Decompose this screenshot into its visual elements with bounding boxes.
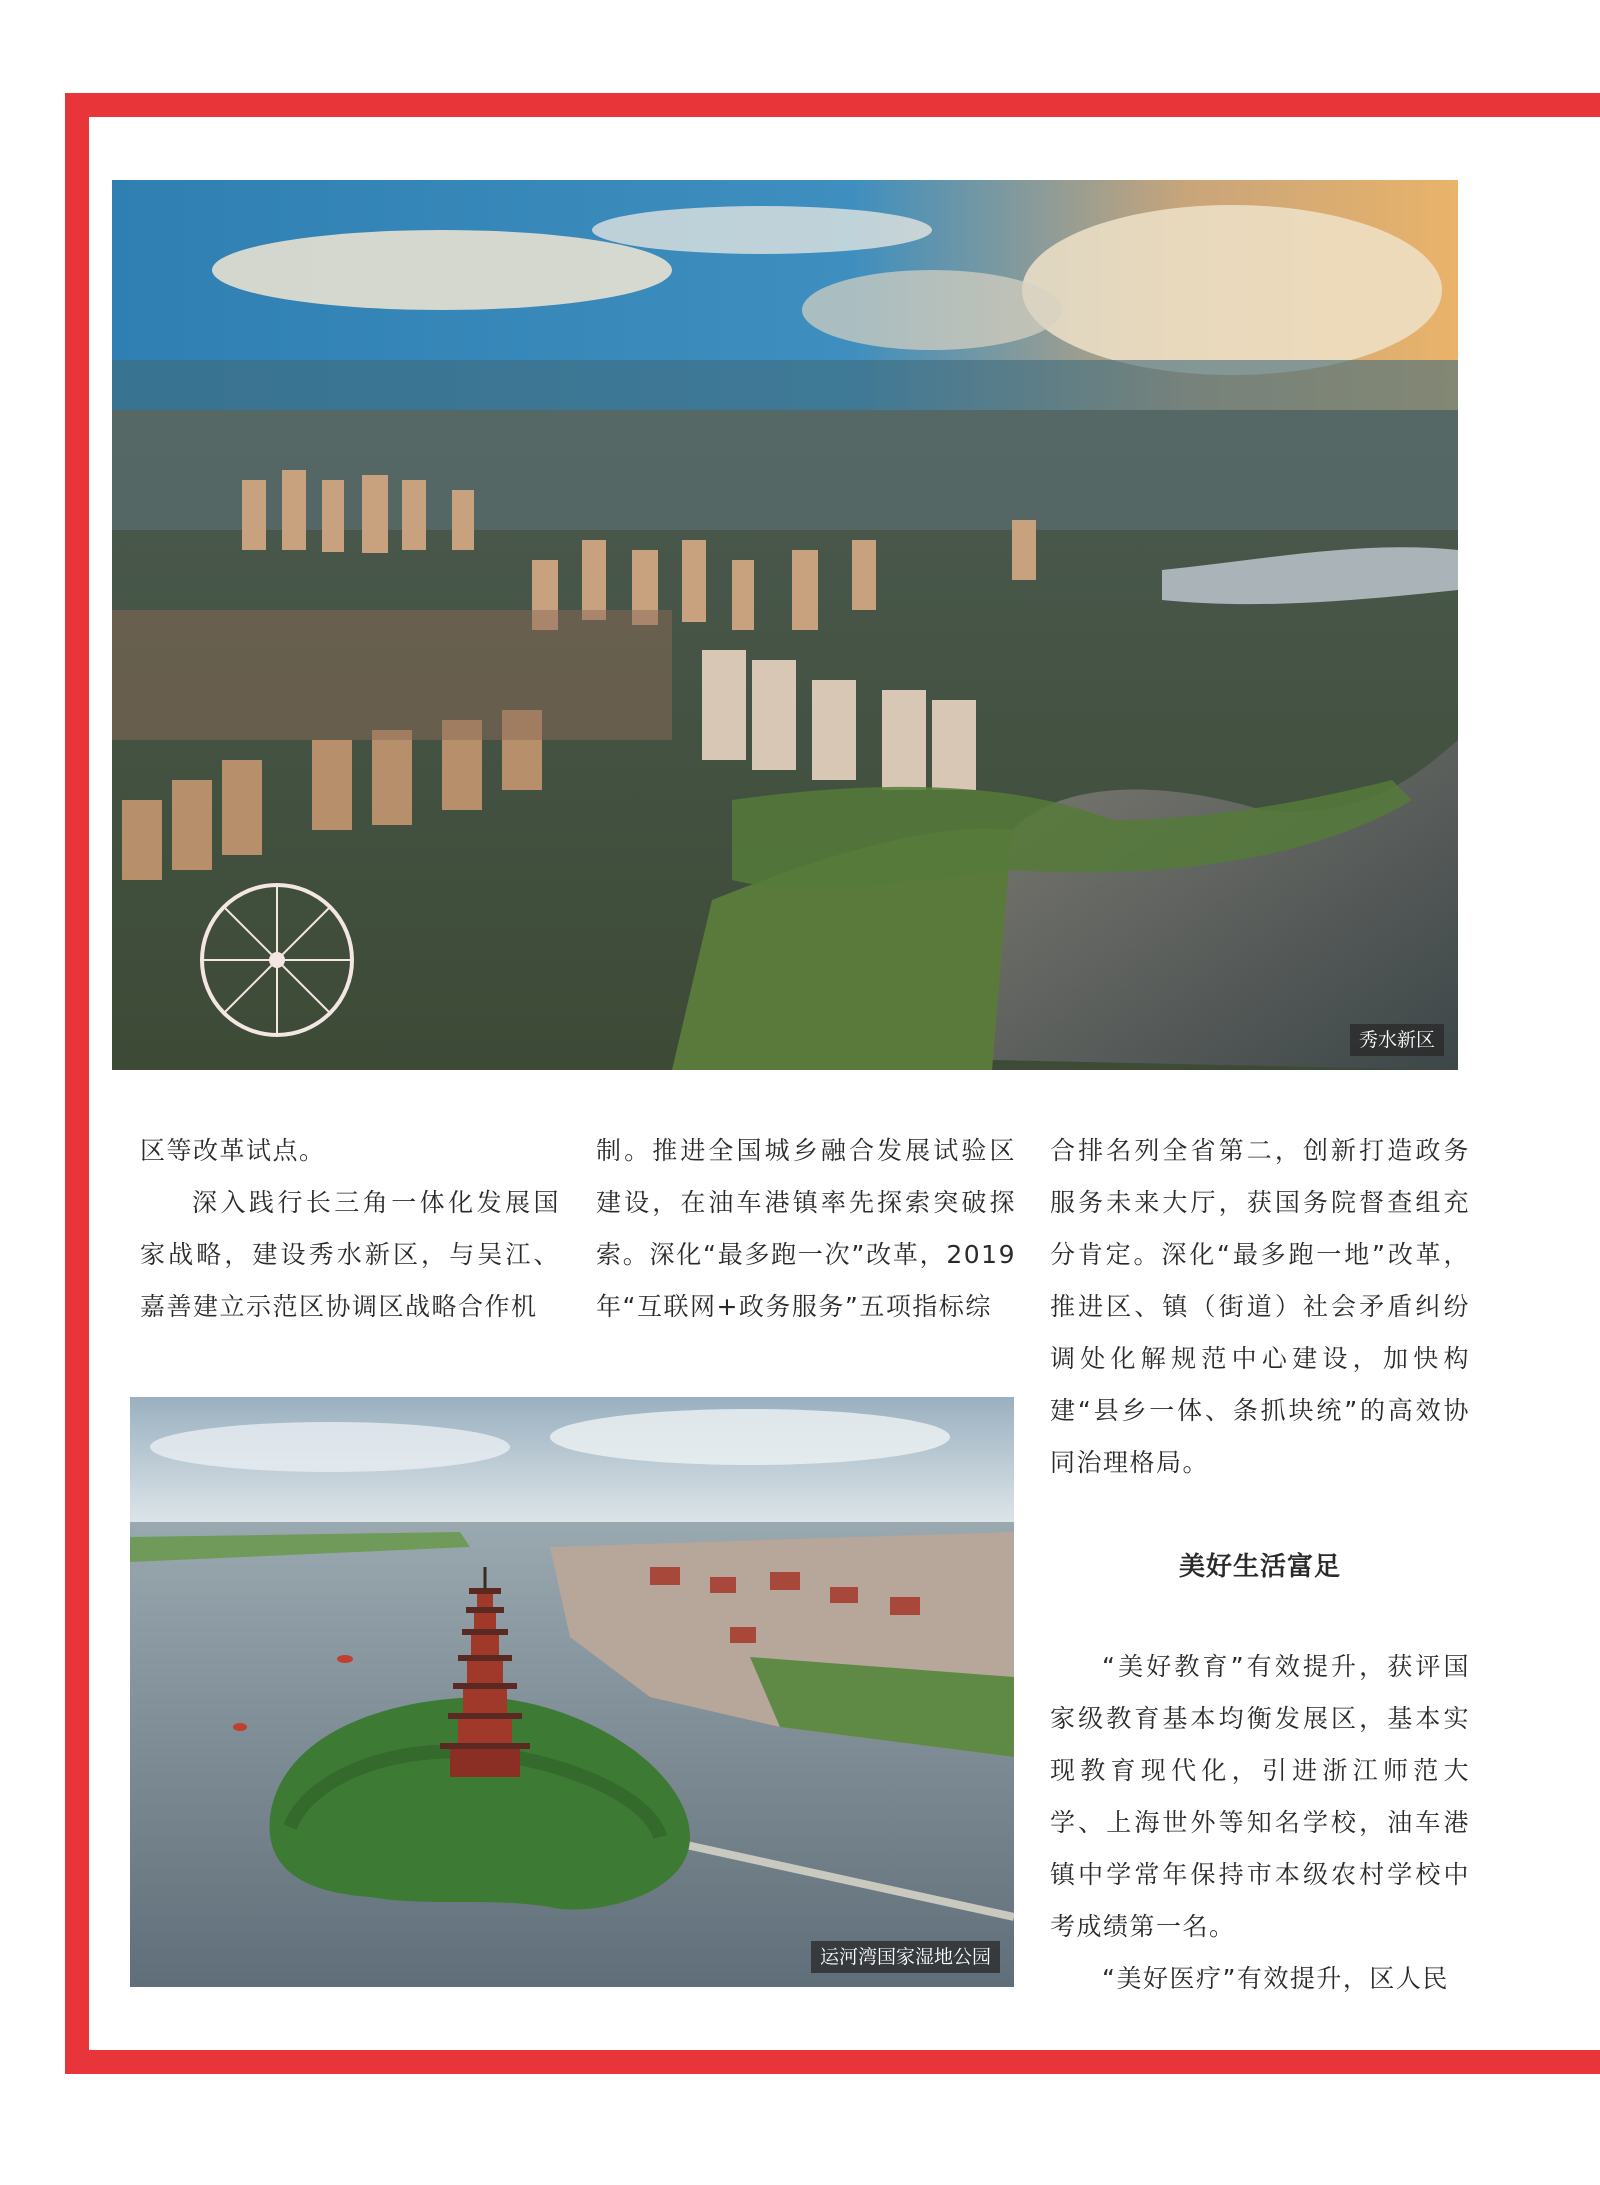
text-column-2 bbox=[596, 1125, 1016, 1333]
aerial-city-photo bbox=[112, 180, 1458, 1070]
text-column-1 bbox=[140, 1125, 560, 1333]
text-column-3 bbox=[1050, 1125, 1470, 2005]
photo-caption-bottom: 运河湾国家湿地公园 bbox=[811, 1941, 1000, 1973]
photo-caption-top: 秀水新区 bbox=[1350, 1024, 1444, 1056]
paragraph: “美好医疗”有效提升，区人民 bbox=[1102, 1964, 1449, 1993]
aerial-city-image bbox=[112, 180, 1458, 1070]
pagoda-lake-photo bbox=[130, 1397, 1014, 1987]
paragraph: “美好教育”有效提升，获评国家级教育基本均衡发展区，基本实现教育现代化，引进浙江师范大学、上海世外等知名学校，油车港镇中学常年保持市本级农村学校中考成绩第一名。 bbox=[1050, 1652, 1470, 1941]
pagoda-lake-image bbox=[130, 1397, 1014, 1987]
paragraph: 深入践行长三角一体化发展国家战略，建设秀水新区，与吴江、嘉善建立示范区协调区战略合作机 bbox=[140, 1188, 560, 1321]
paragraph: 合排名列全省第二，创新打造政务服务未来大厅，获国务院督查组充分肯定。深化“最多跑一地”改革，推进区、镇（街道）社会矛盾纠纷调处化解规范中心建设，加快构建“县乡一体、条抓块统”的高效协同治理格局。 bbox=[1050, 1136, 1470, 1477]
paragraph: 制。推进全国城乡融合发展试验区建设，在油车港镇率先探索突破探索。深化“最多跑一次”改革，2019年“互联网+政务服务”五项指标综 bbox=[596, 1136, 1016, 1321]
section-heading: 美好生活富足 bbox=[1178, 1552, 1341, 1582]
paragraph: 区等改革试点。 bbox=[140, 1136, 326, 1165]
